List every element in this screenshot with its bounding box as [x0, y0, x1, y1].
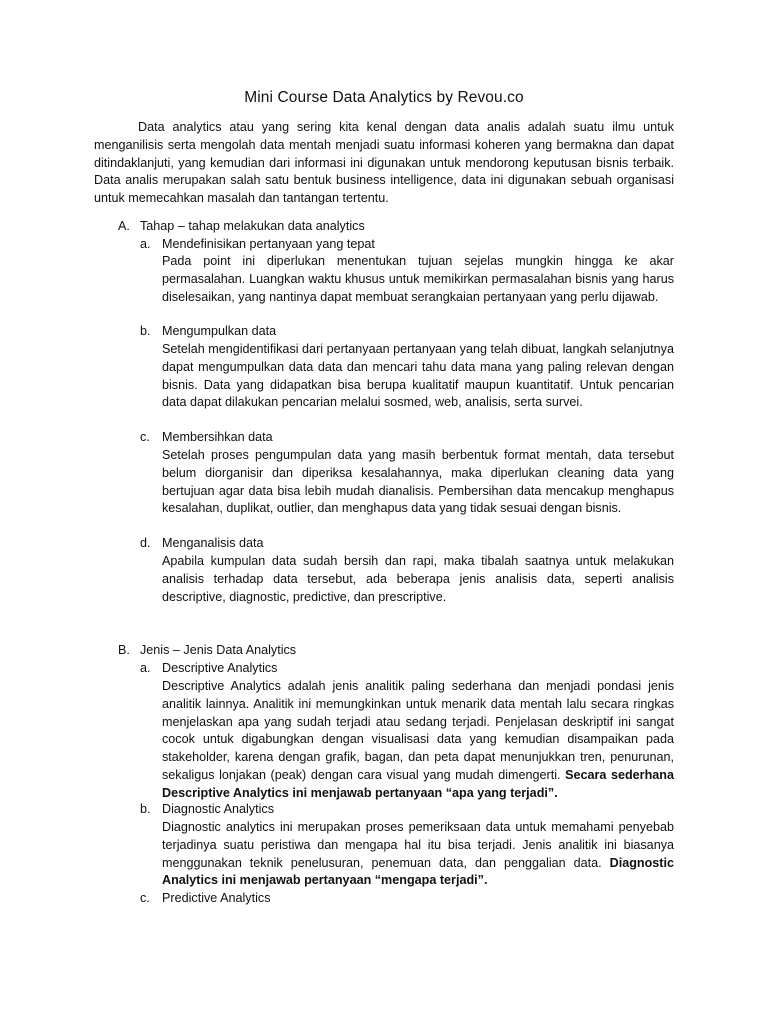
section-a-item-c-heading: c. Membersihkan data [140, 430, 273, 444]
section-a-item-b-heading: b. Mengumpulkan data [140, 324, 277, 338]
intro-paragraph [94, 119, 674, 208]
section-b-marker: B. [118, 643, 130, 657]
section-a-marker: A. [118, 219, 130, 233]
section-a-item-a-heading: a. Mendefinisikan pertanyaan yang tepat [140, 237, 375, 251]
section-b-item-c-heading: c. Predictive Analytics [140, 891, 271, 905]
intro-text: Data analytics atau yang sering kita kenal dengan data analis adalah suatu ilmu untuk menganilisis serta mengolah data mentah menjadi suatu informasi koheren yang bermakna dan dapat ditindaklanjuti, yang kemudian dari informasi ini digunakan untuk mendorong keputusan bisnis terbaik. Data analis merupakan salah satu bentuk business intelligence, data ini digunakan sebuah organisasi untuk memecahkan masalah dan tantangan tertentu. [94, 120, 674, 206]
section-a-item-c-body: Setelah proses pengumpulan data yang masih berbentuk format mentah, data tersebut belum diorganisir dan diperiksa kesalahannya, maka diperlukan cleaning data yang bertujuan agar data bisa lebih mudah dianalisis. Pembersihan data mencakup menghapus kesalahan, duplikat, outlier, dan menghapus data yang tidak sesuai dengan bisnis. [162, 448, 674, 516]
section-b-item-b-bold: Diagnostic Analytics ini menjawab pertanyaan “mengapa terjadi”. [162, 855, 674, 888]
document-title: Mini Course Data Analytics by Revou.co [244, 89, 524, 106]
section-b-item-a-heading: a. Descriptive Analytics [140, 661, 278, 675]
section-a-title: Tahap – tahap melakukan data analytics [140, 219, 365, 233]
section-a-item-b-body: Setelah mengidentifikasi dari pertanyaan pertanyaan yang telah dibuat, langkah selanjutnya dapat mengumpulkan data data dan mencari tahu data mana yang paling relevan dengan bisnis. Data yang didapatkan bisa berupa kualitatif maupun kuantitatif. Untuk pencarian data dapat dilakukan pencarian melalui sosmed, web, analisis, serta survei. [162, 342, 674, 410]
section-b-item-a-body: Descriptive Analytics adalah jenis analitik paling sederhana dan menjadi pondasi jenis analitik lainnya. Analitik ini memungkinkan untuk menarik data mentah lalu secara ringkas menjelaskan apa yang sudah terjadi atau sedang terjadi. Penjelasan deskriptif ini sangat cocok untuk digabungkan dengan visualisasi data yang kemudian disampaikan pada stakeholder, karena dengan grafik, bagan, dan peta dapat menunjukkan tren, penurunan, sekaligus lonjakan (peak) dengan cara visual yang mudah dimengerti. Secara sederhana Descriptive Analytics ini menjawab pertanyaan “apa yang terjadi”. [162, 679, 674, 800]
section-b-title: Jenis – Jenis Data Analytics [140, 643, 297, 657]
section-a-item-d-body: Apabila kumpulan data sudah bersih dan rapi, maka tibalah saatnya untuk melakukan analisis terhadap data tersebut, ada beberapa jenis analisis data, seperti analisis descriptive, diagnostic, predictive, dan prescriptive. [162, 554, 674, 604]
section-b-heading [118, 642, 296, 660]
section-b-item-a-bold: Secara sederhana Descriptive Analytics ini menjawab pertanyaan “apa yang terjadi”. [162, 767, 674, 800]
section-b-item-b-body: Diagnostic analytics ini merupakan proses pemeriksaan data untuk memahami penyebab terjadinya suatu peristiwa dan mengapa hal itu bisa terjadi. Jenis analitik ini biasanya menggunakan teknik penelusuran, penemuan data, dan penggalian data. Diagnostic Analytics ini menjawab pertanyaan “mengapa terjadi”. [162, 820, 674, 888]
section-a-heading [118, 218, 365, 236]
section-a-item-d-heading: d. Menganalisis data [140, 536, 264, 550]
section-a-item-a-body: Pada point ini diperlukan menentukan tujuan sejelas mungkin hingga ke akar permasalahan. Luangkan waktu khusus untuk memikirkan permasalahan bisnis yang harus diselesaikan, yang nantinya dapat membuat serangkaian pertanyaan yang perlu dijawab. [162, 254, 674, 304]
section-b-item-b-heading: b. Diagnostic Analytics [140, 802, 274, 816]
